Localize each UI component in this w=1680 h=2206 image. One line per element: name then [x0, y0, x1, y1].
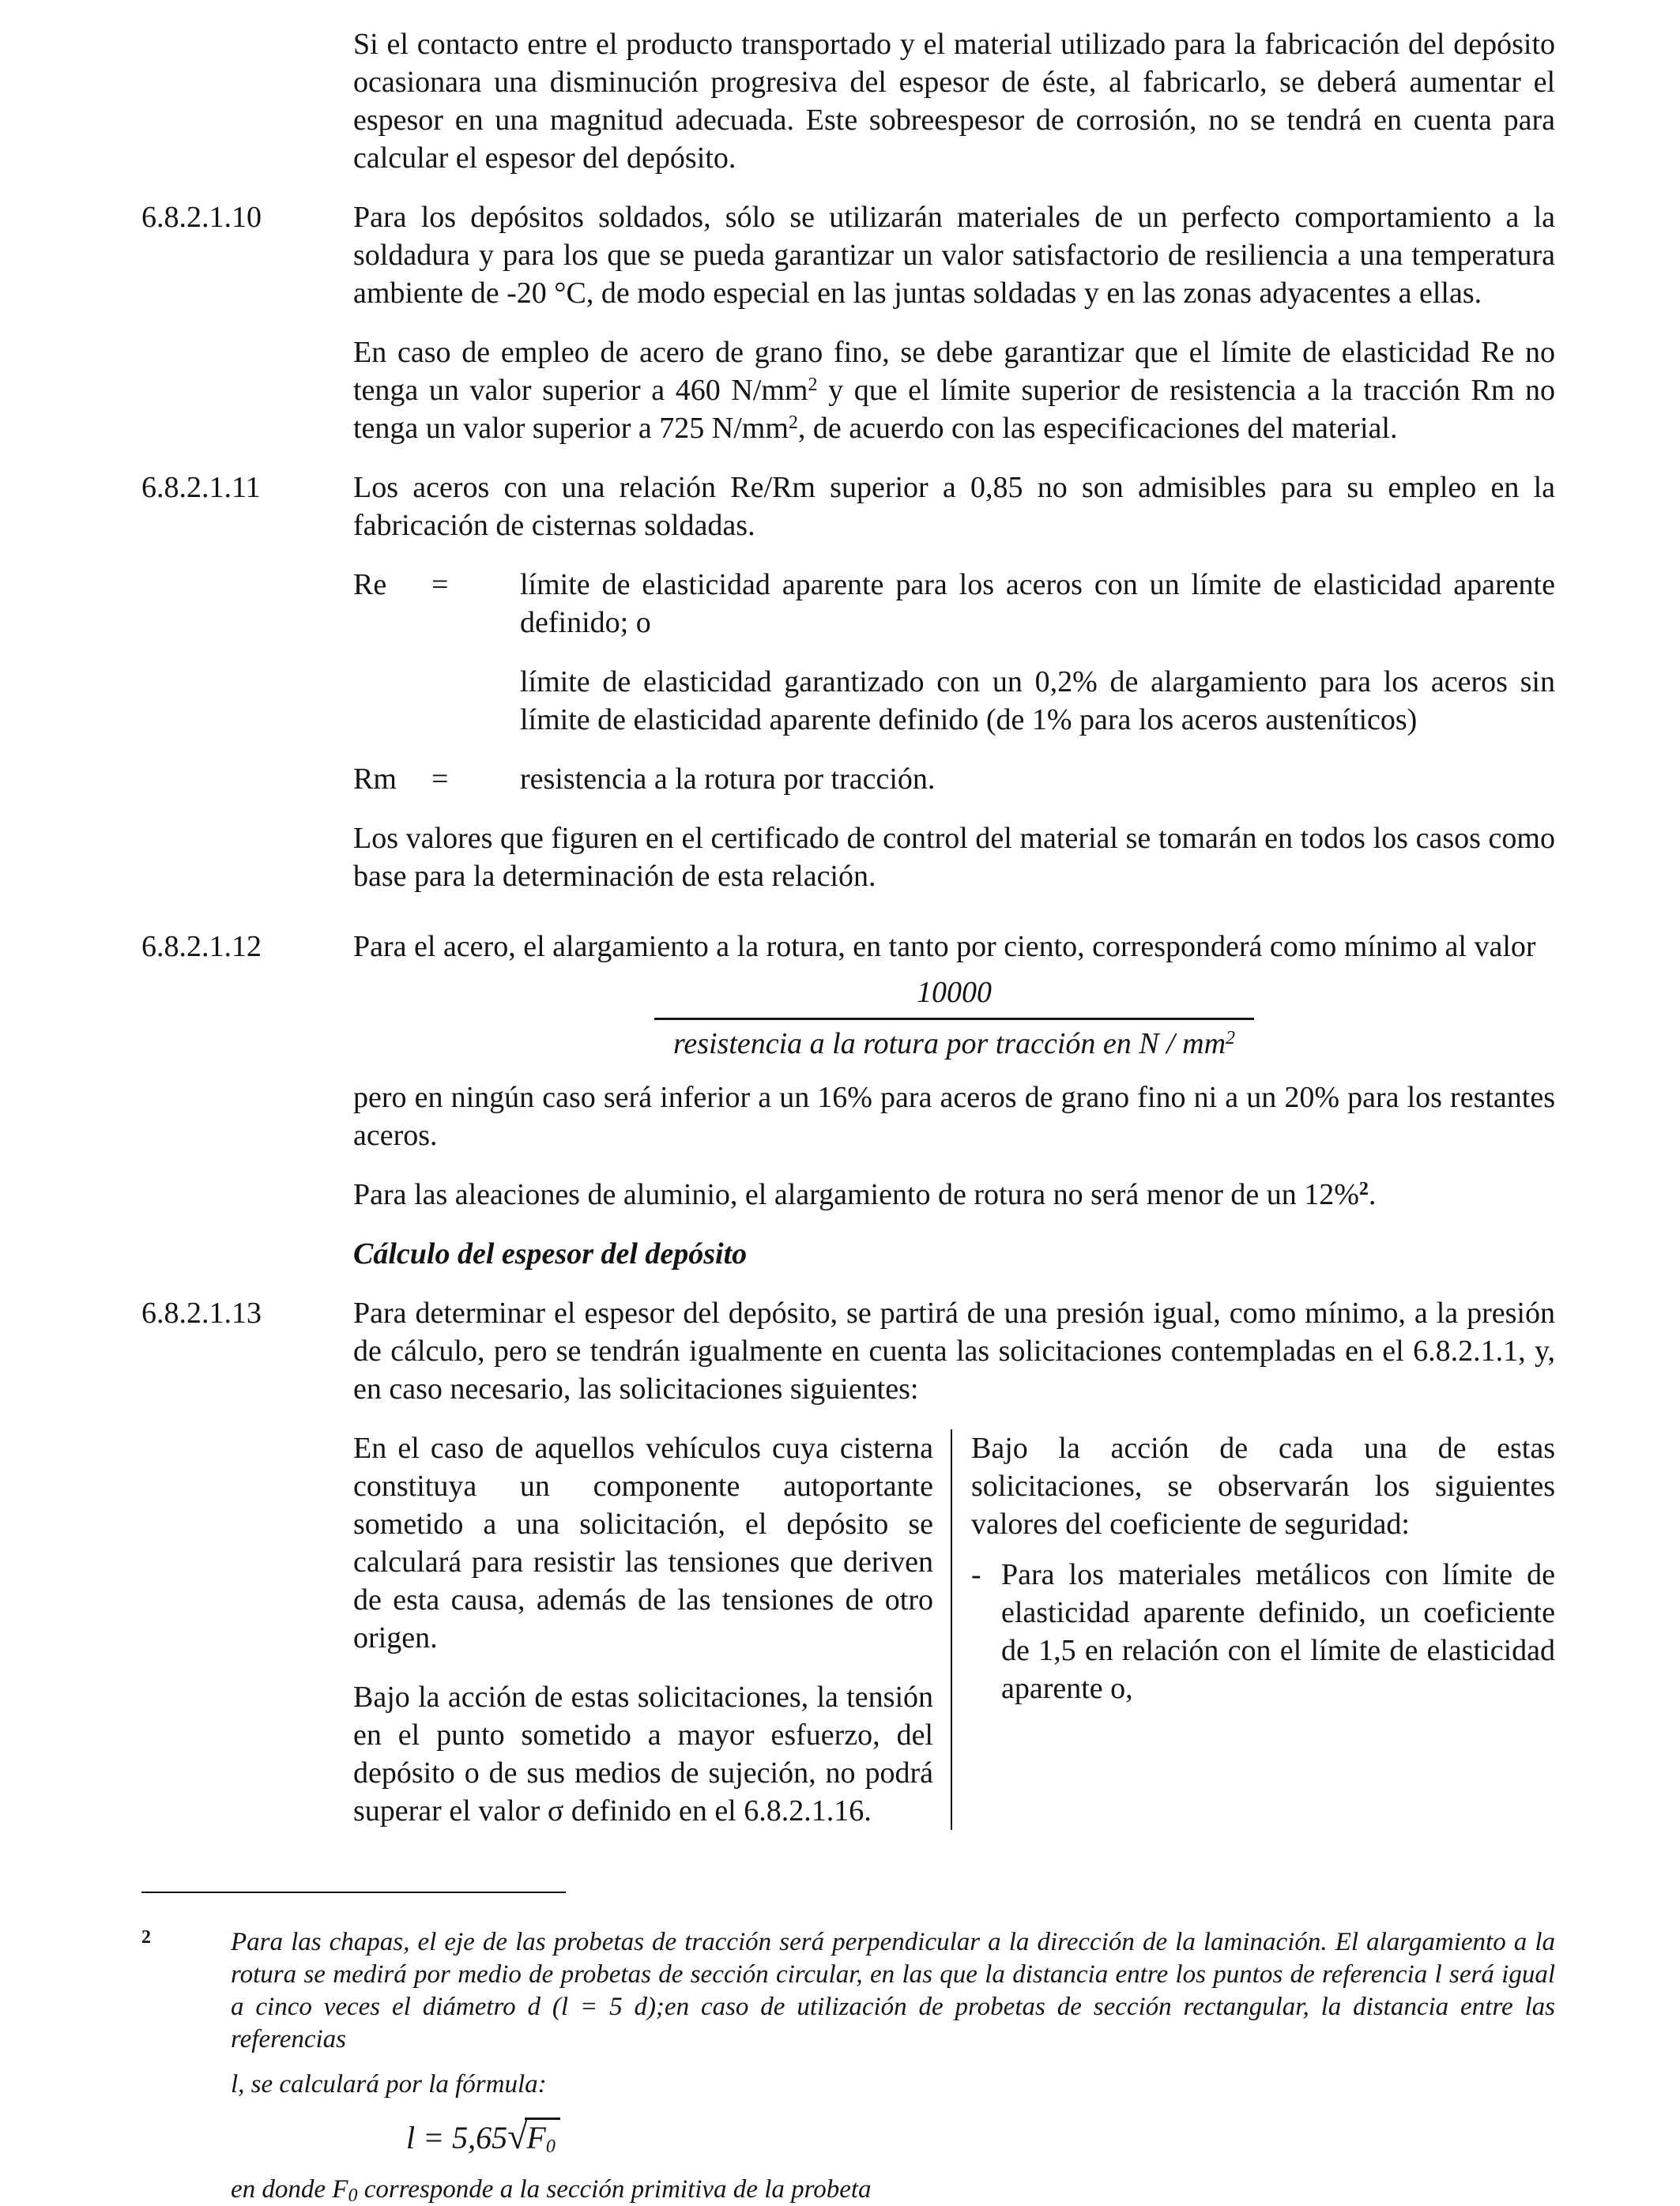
definition-continuation — [520, 663, 1555, 739]
paragraph — [353, 25, 1555, 177]
fraction — [654, 973, 1254, 1063]
text-run: Para los materiales metálicos con límite de elasticidad aparente definido, un coeficiente de 1,5 en relación con el límite de elasticidad aparente o, — [1001, 1558, 1555, 1705]
bullet-marker: - — [971, 1558, 981, 1591]
text-run: en donde F — [231, 2175, 348, 2204]
formula-variable: l — [406, 2120, 416, 2155]
section-number: 6.8.2.1.13 — [141, 1297, 262, 1330]
text-run: resistencia a la rotura por tracción. — [520, 762, 936, 796]
paragraph — [353, 1678, 933, 1830]
paragraph — [353, 198, 1555, 312]
text-run: = 5,65 — [415, 2120, 508, 2155]
definition-rm — [353, 760, 1555, 798]
paragraph — [353, 928, 1555, 966]
section-6-8-2-1-11 — [141, 469, 1555, 917]
text-run: En caso de empleo de acero de grano fino, se debe garantizar que el límite de elasticidad Re no tenga un valor superior a 460 N/mm — [353, 336, 1555, 407]
definition-re — [353, 566, 1555, 642]
section-number: 6.8.2.1.11 — [141, 471, 261, 504]
equals-sign: = — [431, 762, 449, 796]
two-column-block — [353, 1429, 1555, 1830]
text-run: límite de elasticidad aparente para los aceros con un límite de elasticidad aparente definido; o — [520, 568, 1555, 639]
footnote-formula — [406, 2115, 1555, 2159]
section-6-8-2-1-13 — [141, 1294, 1555, 1830]
fraction-numerator: 10000 — [654, 973, 1254, 1020]
definition-term: Rm — [353, 762, 397, 796]
footnote — [141, 1926, 1555, 2206]
section-number: 6.8.2.1.12 — [141, 930, 262, 963]
square-root-sign: √ — [507, 2116, 528, 2156]
footnote-paragraph — [231, 2174, 1555, 2206]
continuation-block — [141, 25, 1555, 177]
paragraph — [971, 1429, 1555, 1543]
footnote-area — [141, 1892, 1555, 2206]
paragraph — [353, 333, 1555, 447]
text-run: l, se calculará por la fórmula: — [231, 2070, 547, 2099]
text-run: corresponde a la sección primitiva de la probeta — [357, 2175, 872, 2204]
text-run: Para determinar el espesor del depósito, se partirá de una presión igual, como mínimo, a la presión de cálculo, pero se tendrán igualmente en cuenta las solicitaciones contempladas en el 6.8.2.1.1, y, en caso necesario, las solicitaciones siguientes: — [353, 1297, 1555, 1406]
paragraph — [353, 1079, 1555, 1154]
section-6-8-2-1-12 — [141, 928, 1555, 1214]
text-run: pero en ningún caso será inferior a un 16% para aceros de grano fino ni a un 20% para los restantes aceros. — [353, 1081, 1555, 1152]
text-run: Para los depósitos soldados, sólo se utilizarán materiales de un perfecto comportamiento a la soldadura y para los que se pueda garantizar un valor satisfactorio de resiliencia a una temperatura ambiente de -20 °C, de modo especial en las juntas soldadas y en las zonas adyacentes a ellas. — [353, 201, 1555, 310]
elongation-formula — [353, 973, 1555, 1063]
bullet-item — [971, 1556, 1555, 1707]
paragraph — [353, 1429, 933, 1657]
text-run: En el caso de aquellos vehículos cuya cisterna constituya un componente autoportante sometido a una solicitación, el depósito se calculará para resistir las tensiones que deriven de esta causa, además de las tensiones de otro origen. — [353, 1432, 933, 1654]
paragraph — [353, 1294, 1555, 1408]
subsection-heading-row — [141, 1235, 1555, 1273]
left-column — [353, 1429, 951, 1830]
text-run: Para las aleaciones de aluminio, el alargamiento de rotura no será menor de un 12% — [353, 1178, 1359, 1211]
footnote-reference: 2 — [1358, 1179, 1369, 1199]
square-root-argument — [525, 2118, 559, 2158]
text-run: Para las chapas, el eje de las probetas de tracción será perpendicular a la dirección de la laminación. El alargamiento a la rotura se medirá por medio de probetas de sección circular, en las que la distancia entre los puntos de referencia l será igual a cinco veces el diámetro d (l = 5 d);en caso de utilización de probetas de sección rectangular, la distancia entre las referencias — [231, 1928, 1555, 2054]
text-run: Los valores que figuren en el certificado de control del material se tomarán en todos los casos como base para la determinación de esta relación. — [353, 822, 1555, 893]
text-run: . — [1368, 1178, 1377, 1211]
text-run: límite de elasticidad garantizado con un 0,2% de alargamiento para los aceros sin límite de elasticidad aparente definido (de 1% para los aceros austeníticos) — [520, 665, 1555, 736]
text-run: y que el límite superior de resistencia a la tracción Rm no tenga un valor superior a 725 N/mm — [353, 374, 1556, 445]
text-run: , de acuerdo con las especificaciones del material. — [797, 412, 1398, 445]
footnote-marker: 2 — [141, 1927, 151, 1948]
right-column — [952, 1429, 1555, 1830]
footnote-separator — [141, 1892, 566, 1893]
text-run: resistencia a la rotura por tracción en N / mm — [672, 1027, 1226, 1060]
superscript: 2 — [1226, 1028, 1236, 1048]
footnote-paragraph — [231, 2069, 1555, 2101]
definition-text — [520, 566, 1555, 642]
bullet-text — [1001, 1556, 1555, 1707]
text-run: Para el acero, el alargamiento a la rotura, en tanto por ciento, corresponderá como mínimo al valor — [353, 930, 1536, 963]
subscript: 0 — [545, 2136, 556, 2158]
text-run: Bajo la acción de cada una de estas solicitaciones, se observarán los siguientes valores del coeficiente de seguridad: — [971, 1432, 1555, 1541]
subscript: 0 — [348, 2185, 358, 2206]
text-run: Si el contacto entre el producto transportado y el material utilizado para la fabricación del depósito ocasionara una disminución progresiva del espesor de éste, al fabricarlo, se deberá aumentar el espesor en una magnitud adecuada. Este sobreespesor de corrosión, no se tendrá en cuenta para calcular el espesor del depósito. — [353, 28, 1555, 175]
paragraph — [353, 819, 1555, 895]
subsection-heading: Cálculo del espesor del depósito — [353, 1237, 748, 1271]
text-run: Bajo la acción de estas solicitaciones, la tensión en el punto sometido a mayor esfuerzo, del depósito o de sus medios de sujeción, no podrá superar el valor σ definido en el 6.8.2.1.16. — [353, 1681, 933, 1828]
fraction-denominator — [654, 1020, 1254, 1063]
paragraph — [353, 469, 1555, 544]
superscript: 2 — [788, 412, 798, 433]
equals-sign: = — [431, 568, 449, 601]
superscript: 2 — [808, 375, 818, 395]
text-run: Los aceros con una relación Re/Rm superior a 0,85 no son admisibles para su empleo en la fabricación de cisternas soldadas. — [353, 471, 1555, 542]
definition-text — [520, 760, 1555, 798]
definition-term: Re — [353, 568, 387, 601]
paragraph — [353, 1176, 1555, 1214]
section-6-8-2-1-10 — [141, 198, 1555, 447]
footnote-paragraph — [231, 1926, 1555, 2056]
formula-variable: F — [526, 2120, 546, 2155]
section-number: 6.8.2.1.10 — [141, 201, 262, 234]
